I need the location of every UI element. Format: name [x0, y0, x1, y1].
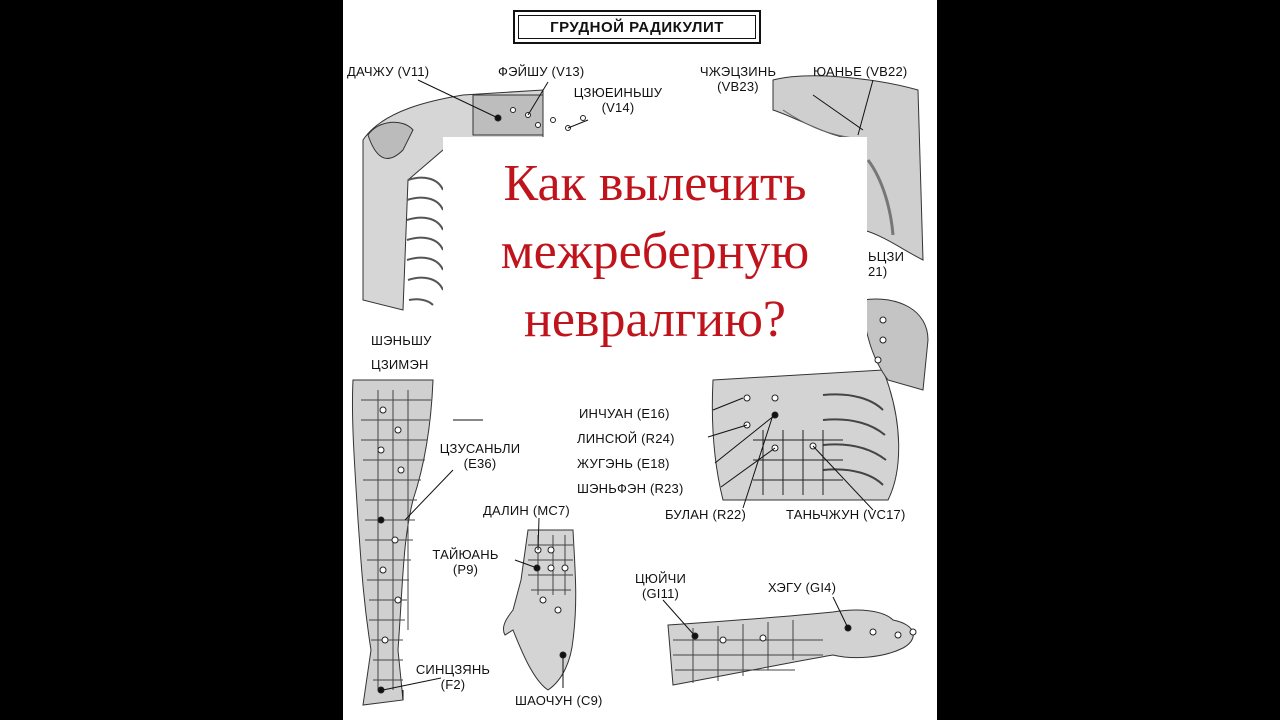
- label-ilczi: [868, 249, 904, 279]
- label-czusanli-code: (Е36): [463, 456, 497, 471]
- label-dachzhu: ДАЧЖУ (V11): [347, 64, 430, 79]
- label-czimen: ЦЗИМЭН: [371, 357, 429, 372]
- label-czyueinshu-name: ЦЗЮЕИНЬШУ: [573, 85, 663, 100]
- forearm-illustration: [668, 610, 913, 685]
- label-sinczyan-name: СИНЦЗЯНЬ: [415, 662, 491, 677]
- header-frame: [513, 10, 761, 44]
- label-feishu: ФЭЙШУ (V13): [498, 64, 585, 79]
- label-chzhezcin-name: ЧЖЭЦЗИНЬ: [699, 64, 777, 79]
- label-sinczyan-code: (F2): [440, 677, 466, 692]
- label-czyueinshu-code: (V14): [601, 100, 635, 115]
- label-cyuychi-code: (GI11): [641, 586, 680, 601]
- title-line-1: Как вылечить: [503, 154, 807, 212]
- title-overlay: [443, 137, 867, 366]
- label-tayyuan-code: (P9): [452, 562, 479, 577]
- label-sinczyan: [398, 662, 508, 692]
- label-inchuan: ИНЧУАН (Е16): [579, 406, 670, 421]
- label-czusanli: [425, 441, 535, 471]
- title-line-2: межреберную: [500, 222, 810, 280]
- label-chzhezcin-code: (VB23): [717, 79, 759, 94]
- label-yuane: ЮАНЬЕ (VB22): [813, 64, 908, 79]
- label-czusanli-name: ЦЗУСАНЬЛИ: [439, 441, 521, 456]
- header-title: ГРУДНОЙ РАДИКУЛИТ: [518, 15, 756, 39]
- label-czyueinshu: [563, 85, 673, 115]
- label-cyuychi: [618, 571, 703, 601]
- label-tayyuan-name: ТАЙЮАНЬ: [432, 547, 499, 562]
- label-ilczi-name: ЬЦЗИ: [868, 249, 905, 264]
- label-shenfen: ШЭНЬФЭН (R23): [577, 481, 684, 496]
- label-bulan: БУЛАН (R22): [665, 507, 746, 522]
- label-ilczi-code: 21): [868, 264, 888, 279]
- title-line-3: невралгию?: [523, 290, 787, 348]
- label-zhugen: ЖУГЭНЬ (Е18): [577, 456, 670, 471]
- label-linsyuy: ЛИНСЮЙ (R24): [577, 431, 675, 446]
- label-tayyuan: [413, 547, 518, 577]
- label-shenshu: ШЭНЬШУ: [371, 333, 432, 348]
- label-chzhezcin: [688, 64, 788, 94]
- label-tanchzhun: ТАНЬЧЖУН (VC17): [786, 507, 906, 522]
- label-hegu: ХЭГУ (GI4): [768, 580, 837, 595]
- label-cyuychi-name: ЦЮЙЧИ: [634, 571, 687, 586]
- label-dalin: ДАЛИН (МС7): [483, 503, 570, 518]
- label-shaochun: ШАОЧУН (С9): [515, 693, 603, 708]
